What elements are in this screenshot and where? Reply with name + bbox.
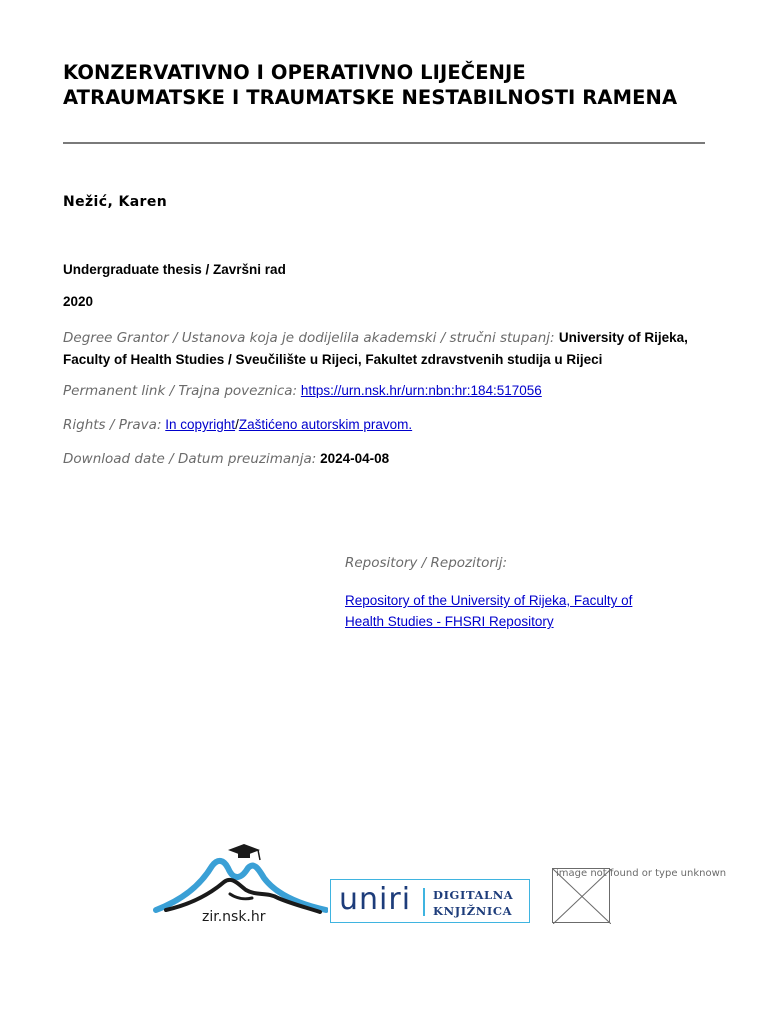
uniri-digitalna-text: DIGITALNA <box>433 888 514 902</box>
thesis-type: Undergraduate thesis / Završni rad <box>63 262 286 277</box>
rights-link-copyright[interactable]: In copyright <box>165 417 236 432</box>
permanent-link[interactable]: https://urn.nsk.hr/urn:nbn:hr:184:517056 <box>300 383 542 398</box>
degree-grantor <box>63 327 723 371</box>
zir-logo-text: zir.nsk.hr <box>202 909 266 925</box>
rights-row <box>63 417 412 433</box>
rights-label: Rights / Prava: <box>63 417 162 433</box>
repository-link-row <box>345 590 655 632</box>
uniri-separator <box>423 888 425 916</box>
repository-label: Repository / Repozitorij: <box>345 555 508 571</box>
rights-separator: / <box>235 417 239 432</box>
download-date-row <box>63 451 389 467</box>
repository-link[interactable]: Repository of the University of Rijeka, Faculty of Health Studies - FHSRI Repository <box>345 593 633 629</box>
repository-label-row <box>345 555 507 571</box>
download-date-value: 2024-04-08 <box>320 451 390 466</box>
degree-grantor-label: Degree Grantor / Ustanova koja je dodijelila akademski / stručni stupanj: <box>63 330 555 346</box>
document-title: KONZERVATIVNO I OPERATIVNO LIJEČENJE ATRAUMATSKE I TRAUMATSKE NESTABILNOSTI RAMENA <box>63 61 678 109</box>
uniri-wordmark: uniri <box>339 882 412 917</box>
permanent-link-label: Permanent link / Trajna poveznica: <box>63 383 298 399</box>
uniri-digital-library-logo[interactable] <box>330 879 530 923</box>
download-date-label: Download date / Datum preuzimanja: <box>63 451 317 467</box>
thesis-year: 2020 <box>63 294 94 309</box>
degree-grantor-value: University of Rijeka, Faculty of Health Studies / Sveučilište u Rijeci, Fakultet zdravstvenih studija u Rijeci <box>63 330 688 367</box>
rights-link-zasticeno[interactable]: Zaštićeno autorskim pravom. <box>238 417 413 432</box>
author-name: Nežić, Karen <box>63 194 168 210</box>
title-divider <box>63 142 705 144</box>
broken-image-text: image not found or type unknown <box>556 868 727 879</box>
permanent-link-row <box>63 383 542 399</box>
uniri-knjiznica-text: KNJIŽNICA <box>433 904 513 918</box>
